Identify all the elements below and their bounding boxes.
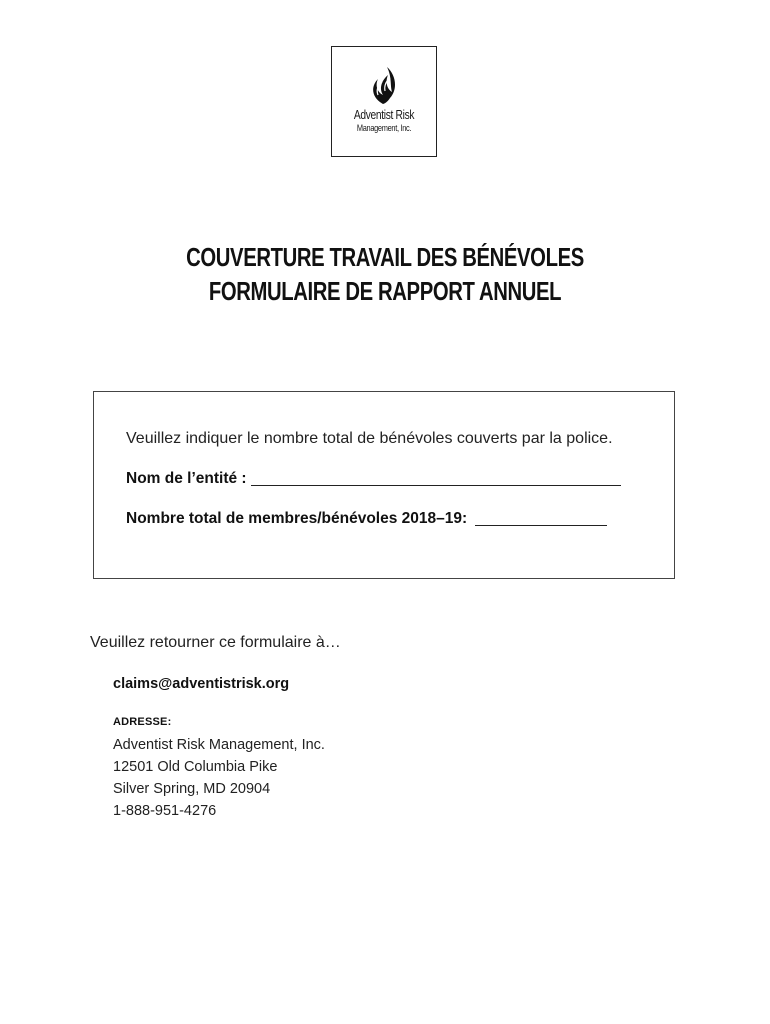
total-volunteers-field[interactable] (475, 511, 607, 526)
total-volunteers-label: Nombre total de membres/bénévoles 2018–19: (126, 510, 468, 527)
address-line-phone: 1-888-951-4276 (113, 803, 217, 819)
entity-name-label: Nom de l’entité : (126, 470, 247, 487)
return-instruction: Veuillez retourner ce formulaire à… (90, 634, 341, 651)
page-title-line1: COUVERTURE TRAVAIL DES BÉNÉVOLES (186, 242, 584, 272)
form-instruction: Veuillez indiquer le nombre total de bénévoles couverts par la police. (126, 430, 613, 447)
entity-name-field[interactable] (251, 471, 621, 486)
company-logo (331, 46, 437, 157)
page-title-line2: FORMULAIRE DE RAPPORT ANNUEL (208, 276, 562, 306)
entity-name-row (126, 470, 621, 488)
volunteer-count-form (93, 391, 675, 579)
flame-swirl-icon (366, 65, 400, 105)
address-line-company: Adventist Risk Management, Inc. (113, 737, 325, 753)
logo-name-line2: Management, Inc. (356, 123, 412, 134)
logo-name-line1: Adventist Risk (353, 108, 415, 122)
contact-email: claims@adventistrisk.org (113, 676, 290, 692)
address-label: ADRESSE: (113, 716, 172, 728)
address-line-city: Silver Spring, MD 20904 (113, 781, 271, 797)
total-volunteers-row (126, 510, 607, 528)
address-line-street: 12501 Old Columbia Pike (113, 759, 278, 775)
